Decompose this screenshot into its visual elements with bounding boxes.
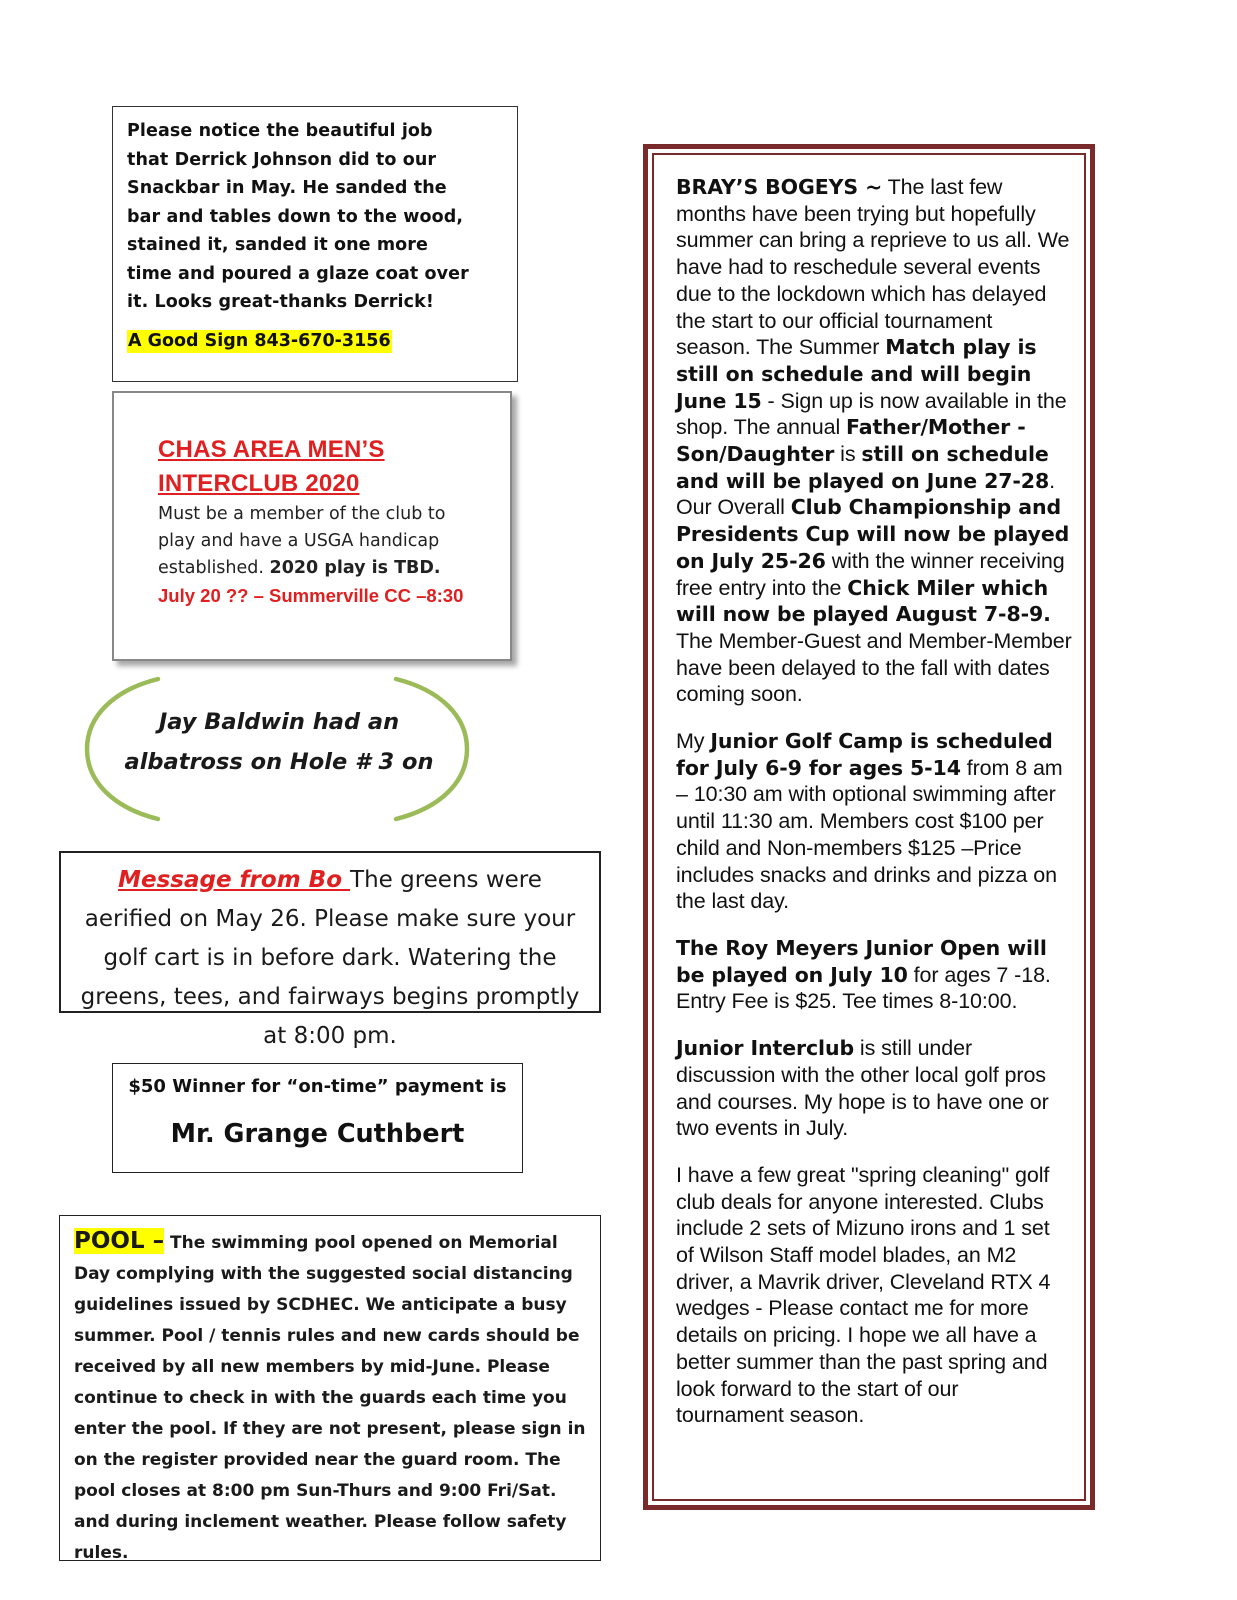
- albatross-line: Jay Baldwin had an: [158, 709, 400, 735]
- interclub-box: [112, 391, 512, 661]
- interclub-body-text: established.: [158, 558, 270, 578]
- snackbar-notice-box: [112, 106, 518, 382]
- pool-heading: POOL –: [74, 1228, 165, 1254]
- brays-bogeys-paragraph: [676, 1162, 1072, 1429]
- bold-text-run: Father/Mother - Son/Daughter: [676, 415, 1026, 467]
- text-run: is: [834, 442, 862, 467]
- message-from-bo-heading: Message from Bo: [118, 867, 351, 893]
- interclub-date-line: July 20 ?? – Summerville CC –8:30: [158, 585, 464, 606]
- albatross-text: [84, 702, 474, 782]
- text-run: - Sign up is now available in the shop. The annual: [676, 388, 1067, 440]
- interclub-tbd: 2020 play is TBD.: [269, 558, 441, 578]
- text-run: for ages 7 -18. Entry Fee is $25. Tee times 8-10:00.: [676, 962, 1051, 1014]
- text-run: The last few months have been trying but hopefully summer can bring a reprieve to us all. We have had to reschedule several events due to the lockdown which has delayed the start to our official tournament season. The Summer: [676, 175, 1070, 360]
- interclub-body-line: [158, 555, 510, 582]
- bold-text-run: Match play is still on schedule and will begin June 15: [676, 335, 1037, 413]
- good-sign-contact: A Good Sign 843-670-3156: [128, 330, 391, 351]
- text-run: from 8 am – 10:30 am with optional swimming after until 11:30 am. Members cost $100 per child and Non-members $125 –Price includes snacks and drinks and pizza on the last day.: [676, 755, 1063, 914]
- snackbar-line: time and poured a glaze coat over: [127, 263, 469, 284]
- snackbar-line: bar and tables down to the wood,: [127, 206, 464, 227]
- winner-name: Mr. Grange Cuthbert: [170, 1119, 465, 1149]
- winner-label: $50 Winner for “on-time” payment is: [128, 1076, 507, 1097]
- bold-text-run: Junior Interclub: [676, 1036, 855, 1061]
- pool-text: The swimming pool opened on Memorial Day complying with the suggested social distancing guidelines issued by SCDHEC. We anticipate a busy summer. Pool / tennis rules and new cards should be received by all new members by mid-June. Please continue to check in with the guards each time you enter the pool. If they are not present, please sign in on the register provided near the guard room. The pool closes at 8:00 pm Sun-Thurs and 9:00 Fri/Sat. and during inclement weather. Please follow safety rules.: [74, 1233, 586, 1563]
- text-run: with the winner receiving free entry into the: [676, 548, 1065, 600]
- snackbar-notice-text: [127, 117, 503, 317]
- bold-text-run: BRAY’S BOGEYS ~: [676, 175, 883, 199]
- bold-text-run: The Roy Meyers Junior Open will be played on July 10: [676, 935, 1047, 987]
- snackbar-line: it. Looks great-thanks Derrick!: [127, 292, 434, 312]
- text-run: . Our Overall: [676, 468, 1056, 520]
- snackbar-line: Snackbar in May. He sanded the: [127, 178, 447, 198]
- bold-text-run: Club Championship and Presidents Cup will now be played on July 25-26: [676, 495, 1070, 573]
- albatross-line: albatross on Hole # 3 on: [124, 749, 434, 775]
- bold-text-run: Junior Golf Camp is scheduled for July 6-9 for ages 5-14: [676, 729, 1053, 780]
- brays-bogeys-paragraph: [676, 1035, 1072, 1142]
- brays-bogeys-paragraph: [676, 935, 1072, 1015]
- interclub-body: [158, 501, 510, 609]
- text-run: is still under discussion with the other local golf pros and courses. My hope is to have one or two events in July.: [676, 1036, 1049, 1141]
- brays-bogeys-paragraph: [676, 174, 1072, 708]
- message-from-bo-box: [59, 851, 601, 1049]
- bold-text-run: still on schedule and will be played on June 27-28: [676, 442, 1050, 493]
- interclub-body-line: Must be a member of the club to: [158, 504, 446, 524]
- snackbar-line: Please notice the beautiful job: [127, 121, 433, 141]
- snackbar-line: stained it, sanded it one more: [127, 235, 428, 255]
- interclub-title-line: CHAS AREA MEN’S: [158, 436, 385, 463]
- text-run: The Member-Guest and Member-Member have been delayed to the fall with dates coming soon.: [676, 628, 1072, 707]
- interclub-body-line: play and have a USGA handicap: [158, 531, 440, 551]
- interclub-title-line: INTERCLUB 2020: [158, 470, 360, 497]
- brays-bogeys-paragraph: [676, 728, 1072, 915]
- message-from-bo-text: The greens were aerified on May 26. Please make sure your golf cart is in before dark. Watering the greens, tees, and fairways begins promptly at 8:00 pm.: [80, 867, 580, 1049]
- brays-bogeys-box: [643, 144, 1095, 1510]
- pool-notice-box: [59, 1215, 601, 1561]
- snackbar-line: that Derrick Johnson did to our: [127, 149, 437, 170]
- brays-bogeys-content: [652, 153, 1086, 1501]
- albatross-callout: [84, 676, 474, 822]
- interclub-title: [158, 433, 510, 501]
- winner-box: [112, 1063, 523, 1173]
- text-run: My: [676, 729, 711, 754]
- text-run: I have a few great "spring cleaning" golf club deals for anyone interested. Clubs include 2 sets of Mizuno irons and 1 set of Wilson Staff model blades, an M2 driver, a Mavrik driver, Cleveland RTX 4 wedges - Please contact me for more details on pricing. I hope we all have a better summer than the past spring and look forward to the start of our tournament season.: [676, 1162, 1051, 1428]
- bold-text-run: Chick Miler which will now be played August 7-8-9.: [676, 575, 1051, 627]
